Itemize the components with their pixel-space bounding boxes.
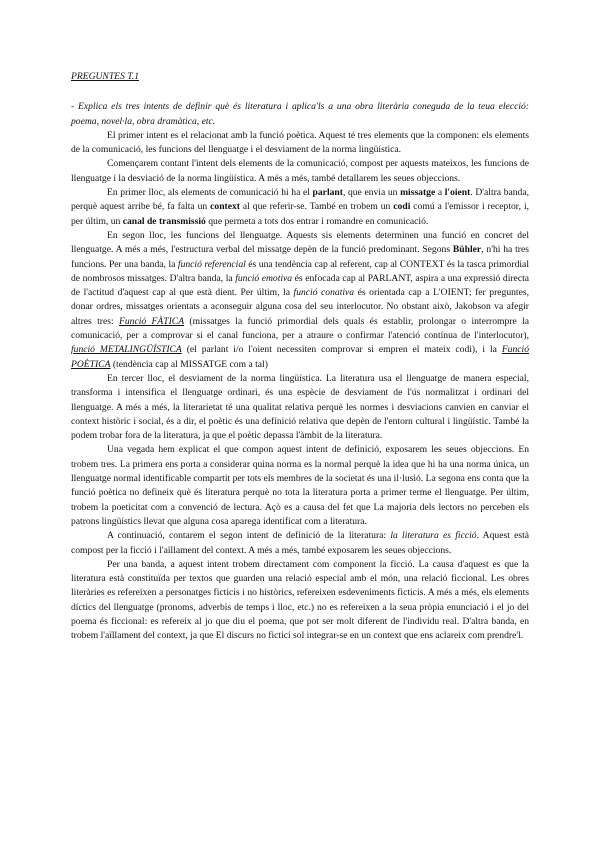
paragraph-4 [71, 229, 529, 372]
text-span: al que referir-se. També en trobem un [239, 201, 394, 213]
term-canal: canal de transmissió [122, 215, 206, 227]
text-span: , que envia un [342, 187, 401, 199]
term-context: context [210, 201, 240, 213]
term-metalinguistica: funció METALINGÜÍSTICA [71, 344, 182, 356]
text-span: és orientada cap a L'OIENT; fer preguntes, donar ordres, missatges orientats a aconseguir alguna cosa del seu interlocutor. No obstant això, Jakobson va afegir altres tres: [71, 287, 529, 327]
text-span: En segon lloc, les funcions del llenguatge. Aquests sis elements determinen una funció en concret del llenguatge. A més a més, l'estructura verbal del missatge depèn de la funció predominant. Segons [71, 229, 529, 256]
term-referencial: funció referencial [177, 258, 246, 270]
text-span: (tendència cap al MISSATGE com a tal) [110, 358, 268, 370]
text-span: és enfocada cap al PARLANT, aspira a una expressió directa de l'actitud d'aquest cap al que està dient. Per últim, la [71, 272, 529, 299]
term-ficcio: la literatura es ficció [390, 530, 477, 542]
term-emotiva: funció emotiva [235, 272, 293, 284]
term-oient: l'oient [444, 187, 471, 199]
text-span: . D'altra banda, perquè aquest arribe bé, fa falta un [71, 187, 529, 213]
question-text: - Explica els tres intents de definir què és literatura i aplica'ls a una obra literària coneguda de la teua elecció: poema, novel·la, obra dramàtica, etc. [71, 101, 529, 127]
paragraph-3 [71, 186, 529, 229]
term-missatge: missatge [400, 187, 436, 199]
text-span: , n'hi ha tres funcions. Per una banda, la [71, 244, 529, 270]
document-page [71, 70, 529, 644]
term-parlant: parlant [312, 187, 343, 199]
text-span: (el parlant i/o l'oient necessiten comprovar si empren el mateix codi), i la [181, 344, 502, 356]
term-buhler: Bühler [452, 244, 482, 256]
text-span: és una tendència cap al referent, cap al CONTEXT és la tasca primordial de nombrosos missatges. D'altra banda, la [71, 258, 529, 284]
text-span: (missatges la funció primordial dels quals és establir, prolongar o interrompre la comunicació, per a comprovar si el canal funciona, per a atraure o confirmar l'atenció contínua de l'interlocutor), [71, 315, 530, 342]
text-span: comú a l'emissor i receptor, i, per últim, un [71, 201, 530, 227]
text-span: que permeta a tots dos entrar i romandre en comunicació. [205, 215, 429, 227]
text-span: a [435, 187, 445, 199]
text-span: A continuació, contarem el segon intent de definició de la literatura: [107, 530, 391, 542]
paragraph-7 [71, 529, 529, 558]
term-poetica: Funció POÈTICA [71, 344, 529, 370]
paragraph-8: Per una banda, a aquest intent trobem directament com component la ficció. La causa d'aquest es que la literatura està constituïda per textos que guarden una relació especial amb el món, una relació ficcional. Les obres literàries es refereixen a personatges ficticis i no històrics, refereixen esdeveniments ficticis. A més a més, els elements díctics del llenguatge (pronoms, adverbis de temps i lloc, etc.) no es refereixen a la seua pròpia enunciació i el jo del poema és ficcional: es refereix al jo que diu el poema, que pot ser molt diferent de l'individu real. D'altra banda, en trobem l'aïllament del context, ja que El discurs no ficticí sol integrar-se en un context que ens aclareix com prendre'l. [71, 558, 529, 642]
paragraph-2: Començarem contant l'intent dels elements de la comunicació, compost per aquests mateixos, les funcions de llenguatge i la desviació de la norma lingüística. A més a més, també detallarem les seues objeccions. [71, 158, 529, 184]
paragraph-5: En tercer lloc, el desviament de la norma lingüística. La literatura usa el llenguatge de manera especial, transforma i intensifica el llenguatge ordinari, és una espècie de desviament de l'ús normalitzat i ordinari del llenguatge. A més a més, la literarietat té una qualitat relativa perquè les normes i desviacions canvien en canviar el context històric i social, és a dir, el poètic és una definició relativa que depèn de l'entorn cultural i lingüístic. També la podem trobar fora de la literatura, ja que el poètic depassa l'àmbit de la literatura. [71, 372, 529, 442]
page-heading: PREGUNTES T.1 [71, 71, 140, 82]
paragraph-6: Una vegada hem explicat el que compon aquest intent de definició, exposarem les seues objeccions. En trobem tres. La primera ens porta a considerar quina norma es la normal perquè la idea que hi ha una norma única, un llenguatge normal identificable compartit per tots els membres de la societat és una il·lusió. La segona ens conta que la funció poètica no defineix què és literatura perquè no tota la literatura porta a primer terme el llenguatge. Per últim, trobem la poeticitat com a convenció de lectura. Açò es a causa del fet que La majoria dels lectors no perceben els patrons lingüístics llevat que alguna cosa aparega identificat com a literatura. [71, 444, 529, 527]
term-conativa: funció conativa [293, 287, 355, 299]
text-span: . Aquest està compost per la ficció i l'aïllament del context. A més a més, també exposarem les seues objeccions. [71, 530, 529, 556]
term-codi: codi [393, 201, 411, 213]
paragraph-1: El primer intent es el relacionat amb la funció poètica. Aquest té tres elements que la componen: els elements de la comunicació, les funcions del llenguatge i el desviament de la norma lingüística. [71, 129, 529, 156]
term-fatica: Funció FÀTICA [119, 315, 185, 327]
text-span: En primer lloc, als elements de comunicació hi ha el [107, 187, 313, 199]
